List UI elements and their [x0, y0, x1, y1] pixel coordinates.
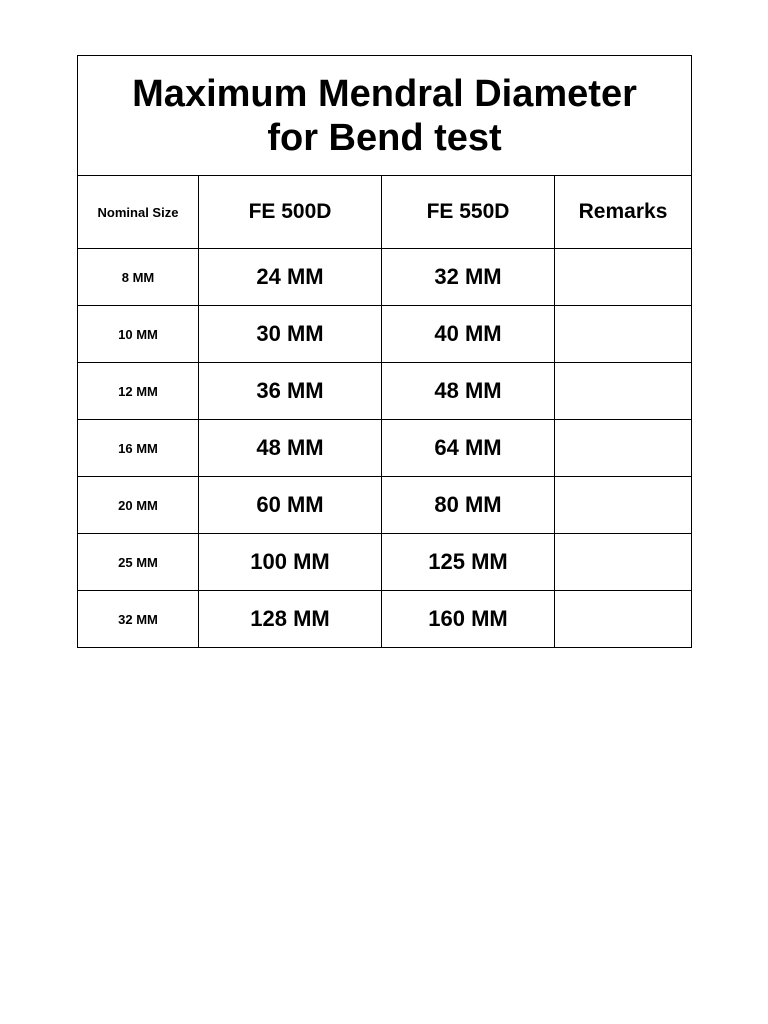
cell-fe-500d: 48 MM: [199, 420, 382, 477]
cell-nominal-size: 16 MM: [78, 420, 199, 477]
cell-fe-550d: 80 MM: [382, 477, 555, 534]
table-row: [78, 306, 692, 363]
cell-fe-500d: 100 MM: [199, 534, 382, 591]
cell-remarks: [555, 477, 692, 534]
title-row: [78, 56, 692, 176]
cell-fe-550d: 125 MM: [382, 534, 555, 591]
cell-nominal-size: 20 MM: [78, 477, 199, 534]
mandrel-diameter-table: [77, 55, 692, 648]
bend-test-sheet: [77, 55, 691, 648]
column-header-fe-500d: FE 500D: [199, 176, 382, 249]
table-title-line-1: Maximum Mendral Diameter: [132, 72, 637, 115]
cell-nominal-size: 12 MM: [78, 363, 199, 420]
table-row: [78, 420, 692, 477]
cell-remarks: [555, 306, 692, 363]
table-row: [78, 363, 692, 420]
column-header-fe-550d: FE 550D: [382, 176, 555, 249]
cell-fe-500d: 128 MM: [199, 591, 382, 648]
column-header-nominal-size: Nominal Size: [78, 176, 199, 249]
cell-remarks: [555, 363, 692, 420]
table-title: [78, 56, 692, 176]
cell-nominal-size: 25 MM: [78, 534, 199, 591]
cell-fe-550d: 160 MM: [382, 591, 555, 648]
cell-fe-500d: 30 MM: [199, 306, 382, 363]
cell-remarks: [555, 420, 692, 477]
cell-fe-550d: 32 MM: [382, 249, 555, 306]
cell-fe-550d: 40 MM: [382, 306, 555, 363]
cell-fe-550d: 48 MM: [382, 363, 555, 420]
cell-nominal-size: 10 MM: [78, 306, 199, 363]
column-header-remarks: Remarks: [555, 176, 692, 249]
table-row: [78, 591, 692, 648]
cell-fe-550d: 64 MM: [382, 420, 555, 477]
cell-fe-500d: 36 MM: [199, 363, 382, 420]
cell-remarks: [555, 534, 692, 591]
table-row: [78, 534, 692, 591]
header-row: [78, 176, 692, 249]
cell-nominal-size: 32 MM: [78, 591, 199, 648]
cell-fe-500d: 24 MM: [199, 249, 382, 306]
cell-remarks: [555, 249, 692, 306]
table-row: [78, 249, 692, 306]
cell-fe-500d: 60 MM: [199, 477, 382, 534]
cell-remarks: [555, 591, 692, 648]
cell-nominal-size: 8 MM: [78, 249, 199, 306]
table-title-line-2: for Bend test: [267, 116, 502, 159]
table-row: [78, 477, 692, 534]
